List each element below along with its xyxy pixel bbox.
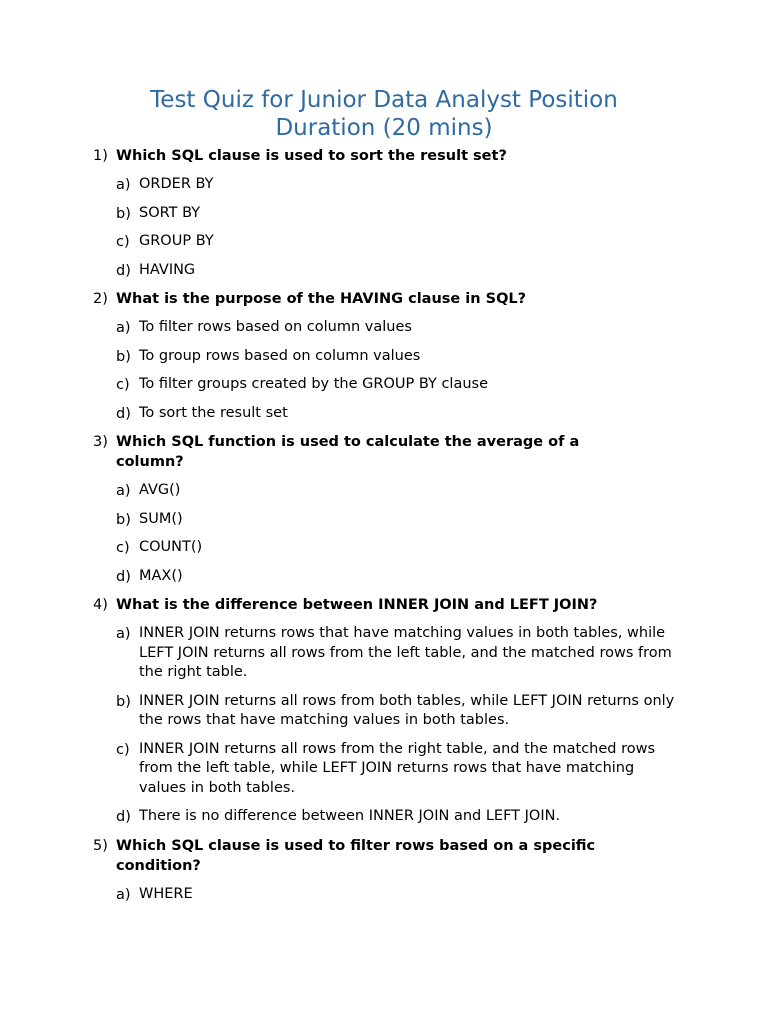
option-letter: c) — [116, 540, 130, 556]
option-text: SUM() — [139, 510, 183, 527]
question-number: 2) — [93, 291, 108, 307]
option-text: WHERE — [139, 885, 193, 902]
option-text: COUNT() — [139, 539, 203, 555]
option-text: INNER JOIN returns all rows from the right table, and the matched rows from the left table, while LEFT JOIN returns rows that have matching values in both tables. — [139, 740, 656, 796]
question-text: Which SQL clause is used to sort the result set? — [116, 148, 507, 164]
option-text: SORT BY — [139, 204, 201, 221]
option-item — [0, 232, 768, 252]
question-text: Which SQL function is used to calculate the average of a column? — [116, 434, 580, 470]
option-item — [0, 318, 768, 338]
option-item — [0, 347, 768, 367]
option-item — [0, 740, 768, 799]
question-number: 4) — [93, 597, 108, 613]
option-text: To filter rows based on column values — [139, 319, 412, 335]
option-text: HAVING — [139, 261, 196, 278]
option-item — [0, 404, 768, 424]
option-letter: a) — [116, 626, 131, 642]
option-letter: a) — [116, 320, 131, 336]
question-4 — [0, 595, 768, 827]
option-text: To group rows based on column values — [139, 347, 421, 364]
option-letter: a) — [116, 886, 131, 903]
option-letter: c) — [116, 741, 130, 758]
option-item — [0, 567, 768, 587]
option-letter: c) — [116, 234, 130, 250]
option-item — [0, 175, 768, 195]
option-letter: d) — [116, 568, 131, 585]
option-letter: b) — [116, 511, 131, 528]
option-letter: a) — [116, 177, 131, 193]
question-5 — [0, 836, 768, 905]
option-letter: d) — [116, 262, 131, 279]
option-letter: b) — [116, 205, 131, 222]
question-text: What is the purpose of the HAVING clause in SQL? — [116, 291, 527, 307]
option-list — [0, 624, 768, 827]
option-item — [0, 204, 768, 224]
option-item — [0, 692, 768, 731]
question-list — [0, 146, 768, 913]
option-list — [0, 175, 768, 280]
option-list — [0, 885, 768, 905]
option-text: There is no difference between INNER JOIN and LEFT JOIN. — [139, 808, 561, 824]
option-letter: d) — [116, 809, 131, 825]
document-title — [0, 86, 768, 142]
option-item — [0, 624, 768, 683]
option-list — [0, 318, 768, 423]
option-text: To sort the result set — [139, 404, 288, 421]
option-text: INNER JOIN returns rows that have matching values in both tables, while LEFT JOIN returns all rows from the left table, and the matched rows from the right table. — [139, 625, 672, 680]
title-line-2: Duration (20 mins) — [275, 115, 493, 141]
option-text: AVG() — [139, 482, 181, 498]
question-text: What is the difference between INNER JOIN and LEFT JOIN? — [116, 597, 598, 613]
option-item — [0, 538, 768, 558]
title-line-1: Test Quiz for Junior Data Analyst Position — [150, 87, 618, 113]
option-text: ORDER BY — [139, 176, 214, 192]
option-text: INNER JOIN returns all rows from both tables, while LEFT JOIN returns only the rows that have matching values in both tables. — [139, 692, 675, 728]
option-text: GROUP BY — [139, 233, 214, 249]
option-letter: b) — [116, 348, 131, 365]
question-number: 3) — [93, 434, 108, 450]
option-list — [0, 481, 768, 586]
option-text: To filter groups created by the GROUP BY clause — [139, 376, 488, 392]
option-letter: c) — [116, 377, 130, 393]
option-text: MAX() — [139, 567, 183, 584]
option-item — [0, 885, 768, 905]
question-text: Which SQL clause is used to filter rows based on a specific condition? — [116, 837, 596, 874]
option-item — [0, 375, 768, 395]
option-item — [0, 510, 768, 530]
option-letter: d) — [116, 405, 131, 422]
option-letter: b) — [116, 693, 131, 710]
question-2 — [0, 289, 768, 423]
option-letter: a) — [116, 483, 131, 499]
option-item — [0, 481, 768, 501]
question-number: 1) — [93, 148, 108, 164]
question-1 — [0, 146, 768, 280]
question-number: 5) — [93, 837, 108, 854]
option-item — [0, 807, 768, 827]
question-3 — [0, 432, 768, 586]
option-item — [0, 261, 768, 281]
